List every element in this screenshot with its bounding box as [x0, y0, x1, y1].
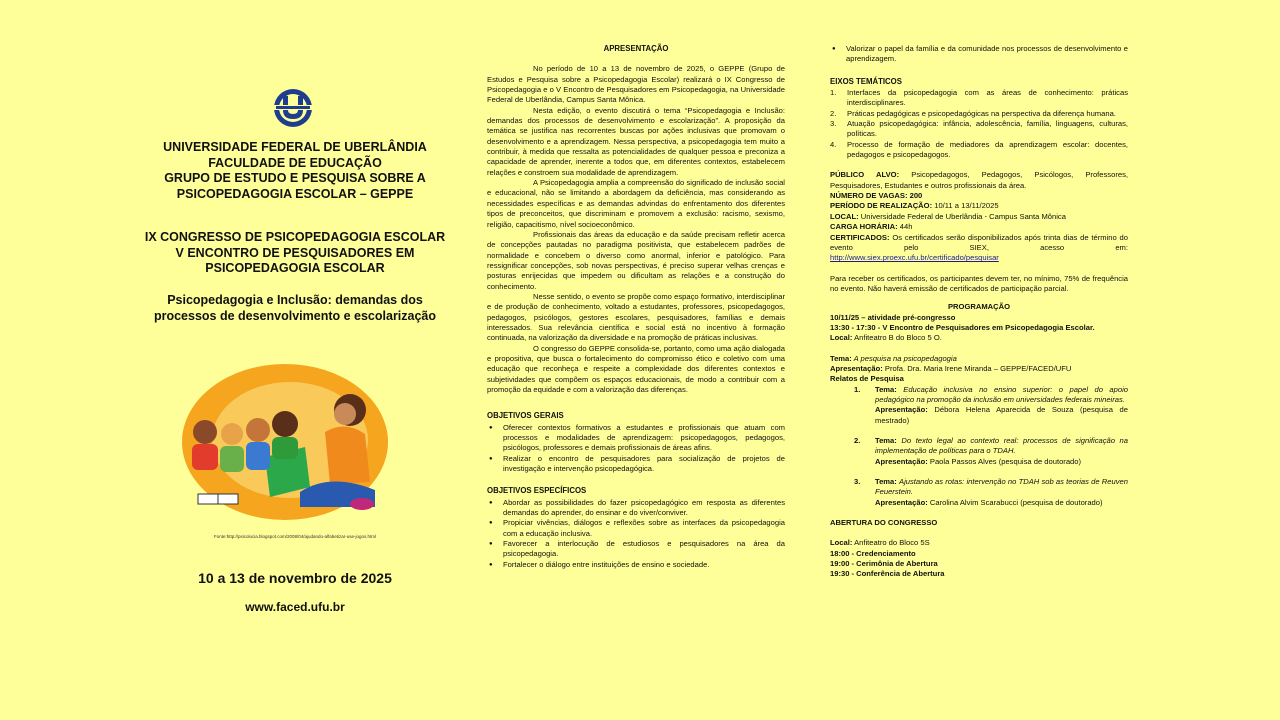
day1-location: Local: Anfiteatro B do Bloco 5 O. [830, 333, 942, 343]
target-audience: PÚBLICO ALVO: Psicopedagogos, Pedagogos, Psicólogos, Professores, Pesquisadores, Estudantes e outros profissionais da área. [830, 170, 1128, 190]
cover-column [130, 0, 460, 720]
list-item: ● Fortalecer o diálogo entre instituições de ensino e sociedade. [487, 560, 785, 570]
details-column [830, 44, 1128, 580]
schedule-item: 18:00 - Credenciamento [830, 548, 916, 558]
program-title: PROGRAMAÇÃO [947, 302, 1010, 312]
schedule-item: 19:30 - Conferência de Abertura [830, 569, 945, 579]
specific-objectives-continued [830, 44, 1128, 65]
opening-location: Local: Anfiteatro do Bloco 5S [830, 538, 930, 548]
theme-line1: Psicopedagogia e Inclusão: demandas dos [167, 293, 423, 307]
reports-title: Relatos de Pesquisa [830, 374, 904, 384]
presentation-paragraph: Nesta edição, o evento discutirá o tema “Psicopedagogia e Inclusão: demandas dos processos de desenvolvimento e escolarização”. A proposição da temática se justifica nas recorrentes buscas por ações inclusivas que promovam o desenvolvimento e a aprendizagem. Nessa perspectiva, a psicopedagogia tem muito a contribuir, à medida que ressalta as potencialidades de qualquer pessoa e preconiza a capacidade de aprender, inerente a todos que, em diferentes contextos, estabelecem relações e constroem sua modalidade de aprendizagem. [487, 105, 785, 177]
website-link[interactable]: www.faced.ufu.br [245, 600, 345, 614]
institution-heading [130, 140, 460, 202]
day1-heading: 10/11/25 – atividade pré-congresso [830, 312, 956, 322]
congress-line3: PSICOPEDAGOGIA ESCOLAR [205, 261, 385, 275]
event-dates: 10 a 13 de novembro de 2025 [198, 570, 392, 586]
research-report: 3. Tema: Ajustando as rotas: intervenção no TDAH sob as teorias de Reuven Feuerstein. Apresentação: Carolina Alvim Scarabucci (pesquisa de doutorado) [854, 477, 1128, 507]
list-item: ● Propiciar vivências, diálogos e reflexões sobre as interfaces da psicopedagogia com a educação inclusiva. [487, 518, 785, 539]
specific-objectives-title: OBJETIVOS ESPECÍFICOS [487, 486, 587, 496]
group-name-line2: PSICOPEDAGOGIA ESCOLAR – GEPPE [176, 186, 414, 201]
group-name-line1: GRUPO DE ESTUDO E PESQUISA SOBRE A [164, 171, 426, 185]
list-item: 3. Atuação psicopedagógica: infância, adolescência, família, linguagens, culturas, políticas. [830, 119, 1128, 139]
congress-line2: V ENCONTRO DE PESQUISADORES EM [175, 245, 415, 260]
themes-title: EIXOS TEMÁTICOS [830, 76, 902, 86]
opening-title: ABERTURA DO CONGRESSO [830, 518, 938, 528]
presentation-title: APRESENTAÇÃO [603, 44, 669, 53]
list-item: 2. Práticas pedagógicas e psicopedagógicas na perspectiva da diferença humana. [830, 108, 1116, 118]
list-item: ● Oferecer contextos formativos a estudantes e profissionais que atuam com processos e modalidades de aprendizagem: psicopedagogos, pedagogos, psicólogos, professores e demais profissionais de áreas afins. [487, 423, 785, 454]
workload: CARGA HORÁRIA: 44h [830, 222, 913, 232]
presentation-paragraph: No período de 10 a 13 de novembro de 2025, o GEPPE (Grupo de Estudos e Pesquisa sobre a Psicopedagogia Escolar) realizará o IX Congresso de Psicopedagogia e o V Encontro de Pesquisadores em Psicopedagogia, na Universidade Federal de Uberlândia, Campus Santa Mônica. [487, 64, 785, 105]
congress-line1: IX CONGRESSO DE PSICOPEDAGOGIA ESCOLAR [144, 230, 446, 244]
day1-session: 13:30 - 17:30 - V Encontro de Pesquisadores em Psicopedagogia Escolar. [830, 322, 1095, 332]
image-credit: Fonte:http://psicolucia.blogspot.com/2008/04/ajudando-alfabetizar-use-jogos.html [213, 534, 377, 539]
research-report: 2. Tema: Do texto legal ao contexto real: processos de significação na implementação de políticas para o TDAH. Apresentação: Paola Passos Alves (pesquisa de doutorado) [854, 436, 1128, 466]
congress-heading [130, 230, 460, 277]
children-reading-illustration [180, 362, 390, 522]
general-objectives-list [487, 423, 785, 475]
presentation-paragraph: Nesse sentido, o evento se propõe como espaço formativo, interdisciplinar e de produção de conhecimento, voltado a estudantes, professores, psicopedagogos, pedagogos, psicólogos, gestores escolares, pesquisadores, famílias e demais interessados. Sua relevância científica e social está no incentivo à formação continuada, na valorização da diversidade e na promoção de práticas inclusivas. [487, 291, 785, 343]
list-item: ● Valorizar o papel da família e da comunidade nos processos de desenvolvimento e aprendizagem. [830, 44, 1128, 65]
list-item: ● Abordar as possibilidades do fazer psicopedagógico em resposta as diferentes demandas do aprender, do ensinar e do viver/conviver. [487, 498, 785, 519]
faculty-name: FACULDADE DE EDUCAÇÃO [208, 155, 382, 170]
presentation-column [487, 0, 785, 570]
theme-line2: processos de desenvolvimento e escolarização [153, 308, 437, 323]
list-item: ● Realizar o encontro de pesquisadores para socialização de projetos de investigação e intervenção psicopedagógica. [487, 454, 785, 475]
list-item: 1. Interfaces da psicopedagogia com as áreas de conhecimento: práticas interdisciplinares. [830, 88, 1128, 108]
event-theme [130, 293, 460, 324]
themes-list [830, 88, 1128, 160]
certificates: CERTIFICADOS: Os certificados serão disponibilizados após trinta dias de término do evento pelo SIEX, acesso em: [830, 232, 1128, 252]
presentation-paragraph: A Psicopedagogia amplia a compreensão do significado de inclusão social e educacional, não se limitando a abordagem da deficiência, mas considerando as necessidades específicas e as demandas advindas do enfrentamento dos diferentes tipos de preconceitos, que discriminam e promovem a exclusão: racismo, sexismo, religião, capacitismo, nível socioeconômico. [487, 178, 785, 229]
university-name: UNIVERSIDADE FEDERAL DE UBERLÂNDIA [163, 140, 427, 154]
session-theme: Tema: A pesquisa na psicopedagogia [830, 353, 957, 363]
period: PERÍODO DE REALIZAÇÃO: 10/11 a 13/11/2025 [830, 201, 999, 211]
ufu-logo-icon [270, 88, 316, 128]
schedule-item: 19:00 - Cerimônia de Abertura [830, 559, 938, 569]
location: LOCAL: Universidade Federal de Uberlândia - Campus Santa Mônica [830, 211, 1066, 221]
general-objectives-title: OBJETIVOS GERAIS [487, 411, 564, 421]
specific-objectives-list [487, 498, 785, 570]
list-item: ● Favorecer a interlocução de estudiosos e pesquisadores na área da psicopedagogia. [487, 539, 785, 560]
list-item: 4. Processo de formação de mediadores da aprendizagem escolar: docentes, pedagogos e psicopedagogos. [830, 139, 1128, 160]
presentation-paragraph: Profissionais das áreas da educação e da saúde precisam refletir acerca de concepções pautadas no paradigma positivista, que estabelecem padrões de normalidade e concebem o diverso como anormal, inferior e patológico. Para ressignificar concepções, sob novas perspectivas, é preciso superar velhas crenças e posturas enrijecidas que impedem ou dificultam as relações e a construção do conhecimento. [487, 229, 785, 291]
presentation-paragraph: O congresso do GEPPE consolida-se, portanto, como uma ação dialogada e propositiva, que busca o fortalecimento do compromisso ético e coletivo com uma educação que reconheça e respeite a complexidade dos diferentes contextos e subjetividades que compõem os espaços educacionais, de modo a contribuir com a promoção da equidade e com a valorização das diferenças. [487, 343, 786, 394]
research-report: 1. Tema: Educação inclusiva no ensino superior: o papel do apoio pedagógico na promoção da inclusão em universidades federais mineiras. Apresentação: Débora Helena Aparecida de Souza (pesquisa de mestrado) [854, 384, 1128, 425]
certificates-note: Para receber os certificados, os participantes devem ter, no mínimo, 75% de frequência no evento. Não haverá emissão de certificados de participação parcial. [830, 273, 1128, 293]
vacancies: NÚMERO DE VAGAS: 200 [830, 191, 923, 201]
session-presenter: Apresentação: Profa. Dra. Maria Irene Miranda – GEPPE/FACED/UFU [830, 363, 1072, 373]
certificates-link[interactable]: http://www.siex.proexc.ufu.br/certificado/pesquisar [830, 253, 999, 263]
